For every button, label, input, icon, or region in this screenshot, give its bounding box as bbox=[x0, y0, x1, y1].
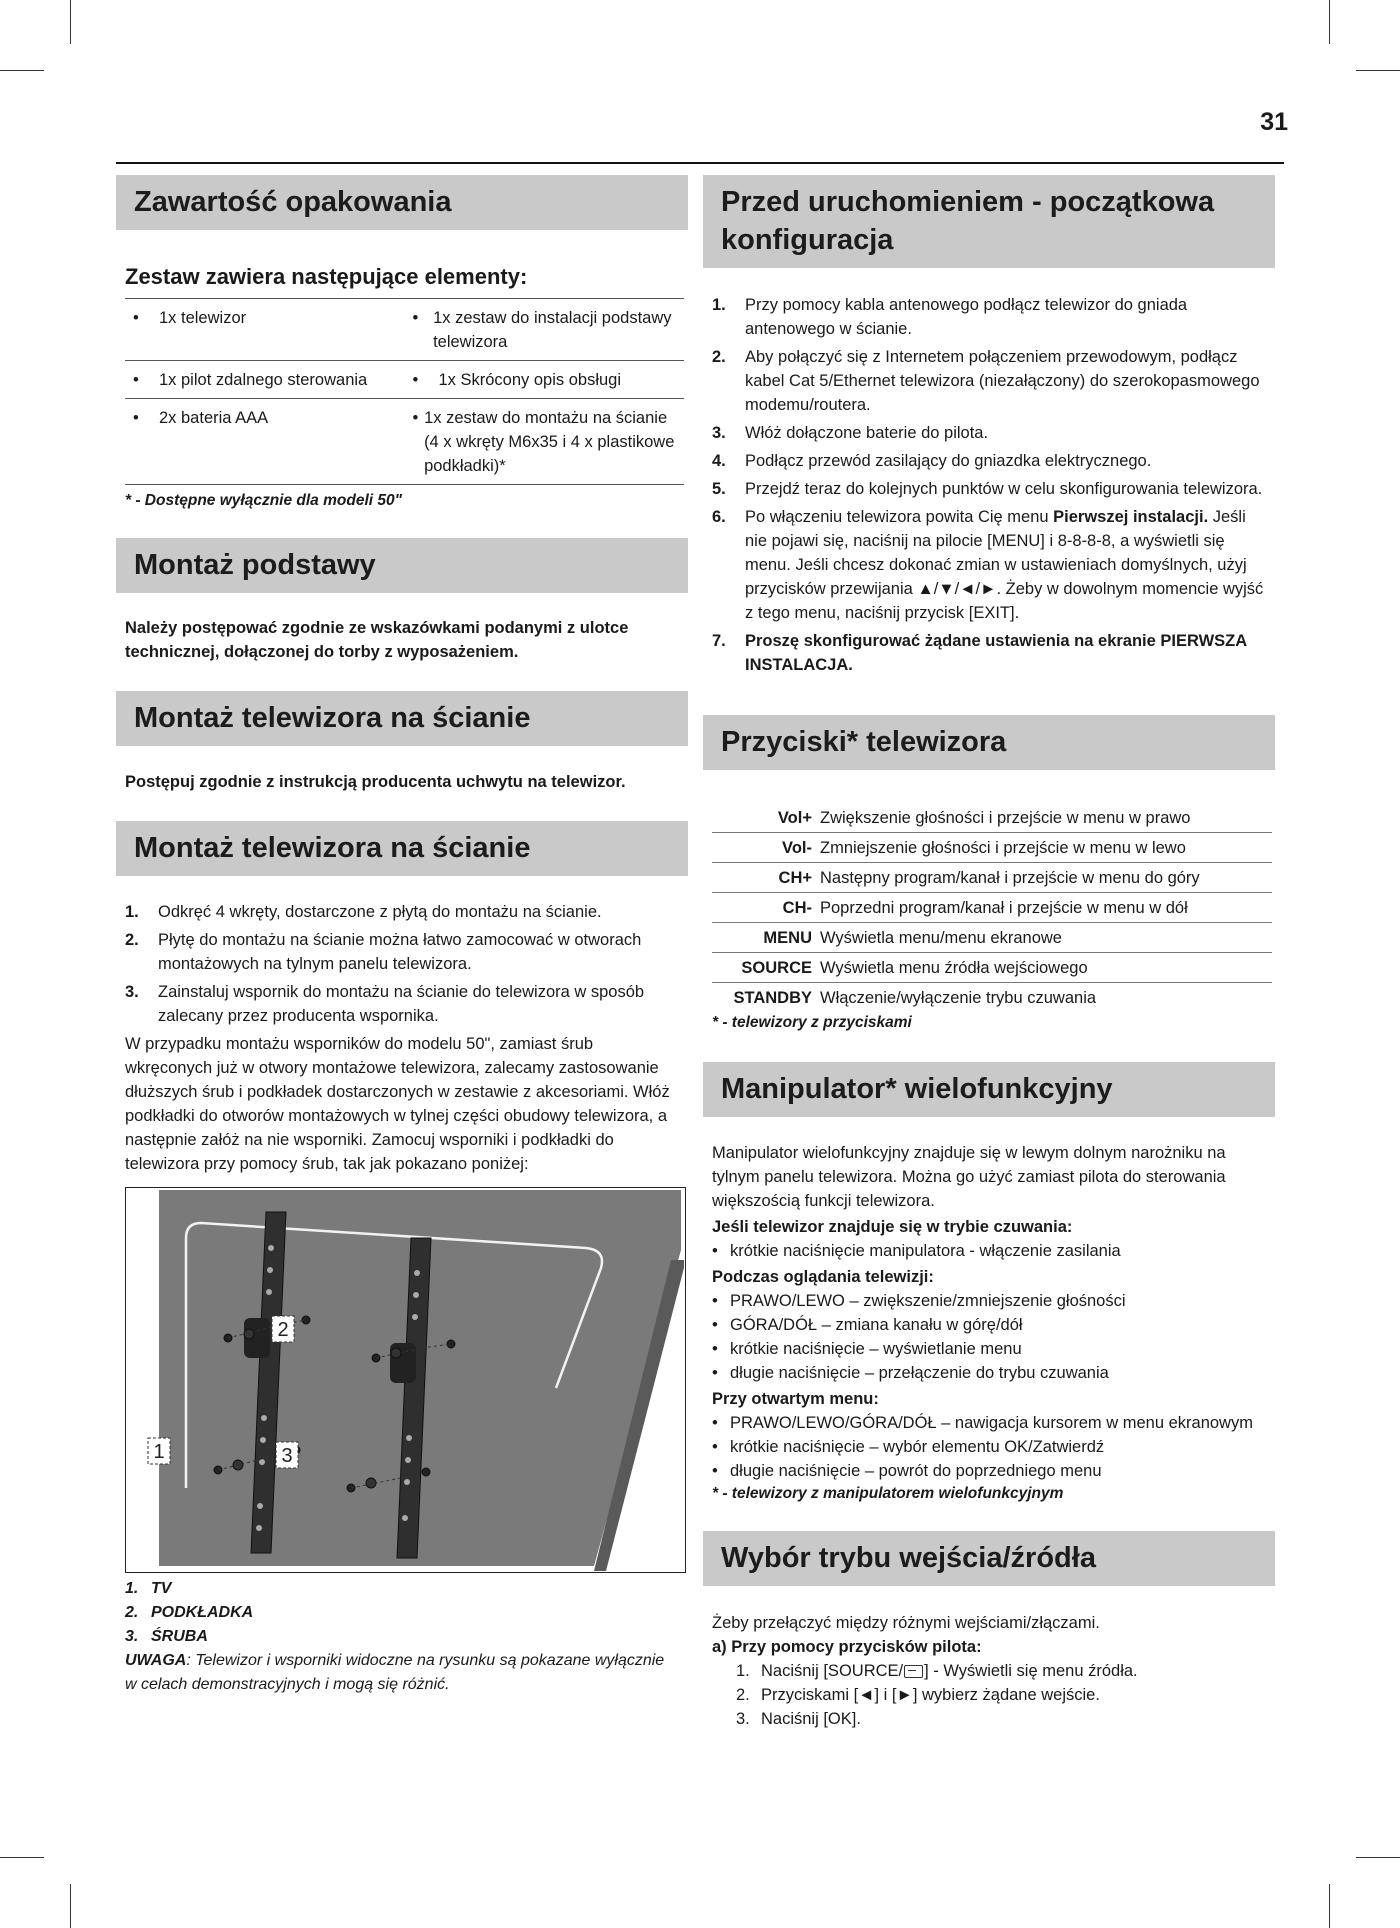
list-item: 1. Naciśnij [SOURCE/ ] - Wyświetli się menu źródła. bbox=[736, 1662, 1138, 1680]
figure-note: UWAGA: Telewizor i wsporniki widoczne na rysunku są pokazane wyłącznie w celach demonstracyjnych i mogą się różnić. bbox=[125, 1652, 665, 1693]
crop-mark bbox=[1329, 0, 1330, 44]
callout-label: 2 bbox=[277, 1319, 289, 1341]
list-item: 7. Proszę skonfigurować żądane ustawienia na ekranie PIERWSZA INSTALACJA. bbox=[712, 629, 1266, 677]
tv-bracket-drawing bbox=[126, 1188, 684, 1571]
source-subhead: a) Przy pomocy przycisków pilota: bbox=[712, 1638, 982, 1656]
list-item: 5. Przejdź teraz do kolejnych punktów w celu skonfigurowania telewizora. bbox=[712, 477, 1266, 501]
crop-mark bbox=[1329, 1884, 1330, 1928]
list-item: 2. Płytę do montażu na ścianie można łatwo zamocować w otworach montażowych na tylnym panelu telewizora. bbox=[125, 928, 679, 976]
bullet: • bbox=[133, 409, 139, 427]
section-heading-package-contents: Zawartość opakowania bbox=[116, 175, 688, 230]
callout-3 bbox=[276, 1442, 298, 1468]
step-text: Proszę skonfigurować żądane ustawienia na ekranie PIERWSZA INSTALACJA. bbox=[745, 632, 1247, 674]
stand-text: Należy postępować zgodnie ze wskazówkami podanymi z ulotce technicznej, dołączonej do torby z wyposażeniem. bbox=[125, 619, 629, 661]
package-contents-table bbox=[125, 298, 684, 485]
wall-mount-text: Postępuj zgodnie z instrukcją producenta uchwytu na telewizor. bbox=[125, 773, 626, 791]
section-heading-initial-setup: Przed uruchomieniem - początkowa konfiguracja bbox=[703, 175, 1275, 268]
step-text: Przy pomocy kabla antenowego podłącz telewizor do gniada antenowego w ścianie. bbox=[745, 296, 1188, 338]
table-row bbox=[125, 299, 684, 361]
section-heading-wall-mount-2: Montaż telewizora na ścianie bbox=[116, 821, 688, 876]
crop-mark bbox=[0, 70, 44, 71]
setup-steps bbox=[703, 293, 1275, 677]
buttons-note: * - telewizory z przyciskami bbox=[712, 1014, 912, 1031]
list-item: • PRAWO/LEWO/GÓRA/DÓŁ – nawigacja kursorem w menu ekranowym bbox=[712, 1414, 1253, 1432]
list-item: • GÓRA/DÓŁ – zmiana kanału w górę/dół bbox=[712, 1316, 1023, 1334]
joystick-intro: Manipulator wielofunkcyjny znajduje się w lewym dolnym narożniku na tylnym panelu telewizora. Można go użyć zamiast pilota do sterowania większością funkcji telewizora. bbox=[712, 1144, 1226, 1210]
callout-label: 1 bbox=[153, 1441, 165, 1463]
bullet: • bbox=[412, 409, 419, 427]
section-heading-stand: Montaż podstawy bbox=[116, 538, 688, 593]
contents-item: 1x Skrócony opis obsługi bbox=[438, 371, 622, 389]
table-row bbox=[125, 361, 684, 399]
contents-item: 1x zestaw do montażu na ścianie (4 x wkręty M6x35 i 4 x plastikowe podkładki)* bbox=[424, 409, 675, 475]
list-item: 1. Przy pomocy kabla antenowego podłącz telewizor do gniada antenowego w ścianie. bbox=[712, 293, 1266, 341]
tv-buttons-table bbox=[712, 803, 1272, 1012]
bullet: • bbox=[133, 309, 139, 327]
joystick-subhead-menu: Przy otwartym menu: bbox=[712, 1390, 879, 1408]
table-row: CH- Poprzedni program/kanał i przejście w menu w dół bbox=[712, 893, 1272, 923]
caption-item: 3. ŚRUBA bbox=[125, 1628, 208, 1645]
callout-1 bbox=[148, 1438, 170, 1464]
joystick-note: * - telewizory z manipulatorem wielofunkcyjnym bbox=[712, 1485, 1064, 1502]
list-item: • PRAWO/LEWO – zwiększenie/zmniejszenie głośności bbox=[712, 1292, 1126, 1310]
step-text: Zainstaluj wspornik do montażu na ścianie do telewizora w sposób zalecany przez producenta wspornika. bbox=[158, 983, 645, 1025]
caption-item: 1. TV bbox=[125, 1580, 172, 1597]
callout-label: 3 bbox=[281, 1445, 293, 1467]
table-row: SOURCE Wyświetla menu źródła wejściowego bbox=[712, 953, 1272, 983]
list-item: 4. Podłącz przewód zasilający do gniazdka elektrycznego. bbox=[712, 449, 1266, 473]
list-item: 3. Włóż dołączone baterie do pilota. bbox=[712, 421, 1266, 445]
list-item: 1. Odkręć 4 wkręty, dostarczone z płytą do montażu na ścianie. bbox=[125, 900, 679, 924]
left-column bbox=[116, 175, 688, 1697]
bullet: • bbox=[412, 371, 419, 389]
list-item: • długie naciśnięcie – przełączenie do trybu czuwania bbox=[712, 1364, 1109, 1382]
table-row: Vol+ Zwiększenie głośności i przejście w menu w prawo bbox=[712, 803, 1272, 833]
list-item: • krótkie naciśnięcie manipulatora - włączenie zasilania bbox=[712, 1242, 1121, 1260]
step-text: Aby połączyć się z Internetem połączeniem przewodowym, podłącz kabel Cat 5/Ethernet telewizora (niezałączony) do szerokopasmowego modemu/routera. bbox=[745, 348, 1260, 414]
source-steps bbox=[703, 1659, 1275, 1731]
package-note: * - Dostępne wyłącznie dla modeli 50" bbox=[125, 492, 402, 509]
list-item: 3. Naciśnij [OK]. bbox=[736, 1710, 861, 1728]
step-text: Podłącz przewód zasilający do gniazdka elektrycznego. bbox=[745, 452, 1152, 470]
wall-mount-illustration bbox=[125, 1187, 686, 1573]
crop-mark bbox=[1356, 70, 1400, 71]
joystick-subhead-standby: Jeśli telewizor znajduje się w trybie czuwania: bbox=[712, 1218, 1073, 1236]
callout-2 bbox=[272, 1316, 294, 1342]
list-item: • krótkie naciśnięcie – wyświetlanie menu bbox=[712, 1340, 1022, 1358]
step-text: Po włączeniu telewizora powita Cię menu Pierwszej instalacji. Jeśli nie pojawi się, naciśnij na pilocie [MENU] i 8-8-8-8, a wyświetli się menu. Jeśli chcesz dokonać zmian w ustawieniach domyślnych, użyj przycisków przewijania ▲/▼/◄/►. Żeby w dowolnym momencie wyjść z tego menu, naciśnij przycisk [EXIT]. bbox=[745, 508, 1264, 622]
crop-mark bbox=[0, 1857, 44, 1858]
contents-item: 1x zestaw do instalacji podstawy telewizora bbox=[433, 309, 672, 351]
table-row: Vol- Zmniejszenie głośności i przejście w menu w lewo bbox=[712, 833, 1272, 863]
bullet: • bbox=[133, 371, 139, 389]
section-heading-tv-buttons: Przyciski* telewizora bbox=[703, 715, 1275, 770]
table-row: MENU Wyświetla menu/menu ekranowe bbox=[712, 923, 1272, 953]
source-intro: Żeby przełączyć między różnymi wejściami/złączami. bbox=[712, 1614, 1100, 1632]
page-number: 31 bbox=[1260, 108, 1288, 136]
contents-item: 2x bateria AAA bbox=[159, 409, 269, 427]
top-rule bbox=[116, 162, 1284, 164]
list-item: 3. Zainstaluj wspornik do montażu na ścianie do telewizora w sposób zalecany przez producenta wspornika. bbox=[125, 980, 679, 1028]
joystick-subhead-watching: Podczas oglądania telewizji: bbox=[712, 1268, 934, 1286]
step-text: Włóż dołączone baterie do pilota. bbox=[745, 424, 989, 442]
joystick-list-menu bbox=[703, 1411, 1275, 1483]
crop-mark bbox=[1356, 1857, 1400, 1858]
list-item: • krótkie naciśnięcie – wybór elementu OK/Zatwierdź bbox=[712, 1438, 1105, 1456]
contents-item: 1x telewizor bbox=[159, 309, 247, 327]
joystick-list-standby bbox=[703, 1239, 1275, 1263]
section-heading-joystick: Manipulator* wielofunkcyjny bbox=[703, 1062, 1275, 1117]
package-subtitle: Zestaw zawiera następujące elementy: bbox=[125, 264, 528, 289]
list-item: 2. Aby połączyć się z Internetem połączeniem przewodowym, podłącz kabel Cat 5/Ethernet telewizora (niezałączony) do szerokopasmowego modemu/routera. bbox=[712, 345, 1266, 417]
joystick-list-watching bbox=[703, 1289, 1275, 1385]
crop-mark bbox=[70, 1884, 71, 1928]
caption-item: 2. PODKŁADKA bbox=[125, 1604, 254, 1621]
wall-mount-steps bbox=[116, 900, 688, 1028]
source-icon bbox=[904, 1665, 923, 1678]
right-column bbox=[703, 175, 1275, 1731]
list-item: 6. Po włączeniu telewizora powita Cię menu Pierwszej instalacji. Jeśli nie pojawi się, naciśnij na pilocie [MENU] i 8-8-8-8, a wyświetli się menu. Jeśli chcesz dokonać zmian w ustawieniach domyślnych, użyj przycisków przewijania ▲/▼/◄/►. Żeby w dowolnym momencie wyjść z tego menu, naciśnij przycisk [EXIT]. bbox=[712, 505, 1266, 625]
contents-item: 1x pilot zdalnego sterowania bbox=[159, 371, 368, 389]
table-row: STANDBY Włączenie/wyłączenie trybu czuwania bbox=[733, 989, 1097, 1007]
bullet: • bbox=[412, 309, 419, 327]
crop-mark bbox=[70, 0, 71, 44]
wall-mount-paragraph: W przypadku montażu wsporników do modelu 50", zamiast śrub wkręconych już w otwory montażowe telewizora, zalecamy zastosowanie dłuższych śrub i podkładek dostarczonych w zestawie z akcesoriami. Włóż podkładki do otworów montażowych w tylnej części obudowy telewizora, a następnie załóż na nie wsporniki. Zamocuj wsporniki i podkładki do telewizora przy pomocy śrub, tak jak pokazano poniżej: bbox=[125, 1035, 670, 1173]
table-row bbox=[125, 399, 684, 485]
step-text: Odkręć 4 wkręty, dostarczone z płytą do montażu na ścianie. bbox=[158, 903, 602, 921]
step-text: Przejdź teraz do kolejnych punktów w celu skonfigurowania telewizora. bbox=[745, 480, 1263, 498]
figure-captions bbox=[116, 1577, 688, 1697]
list-item: • długie naciśnięcie – powrót do poprzedniego menu bbox=[712, 1462, 1102, 1480]
table-row: CH+ Następny program/kanał i przejście w menu do góry bbox=[712, 863, 1272, 893]
list-item: 2. Przyciskami [◄] i [►] wybierz żądane wejście. bbox=[736, 1686, 1100, 1704]
step-text: Płytę do montażu na ścianie można łatwo zamocować w otworach montażowych na tylnym panelu telewizora. bbox=[158, 931, 642, 973]
section-heading-wall-mount-1: Montaż telewizora na ścianie bbox=[116, 691, 688, 746]
section-heading-input-source: Wybór trybu wejścia/źródła bbox=[703, 1531, 1275, 1586]
